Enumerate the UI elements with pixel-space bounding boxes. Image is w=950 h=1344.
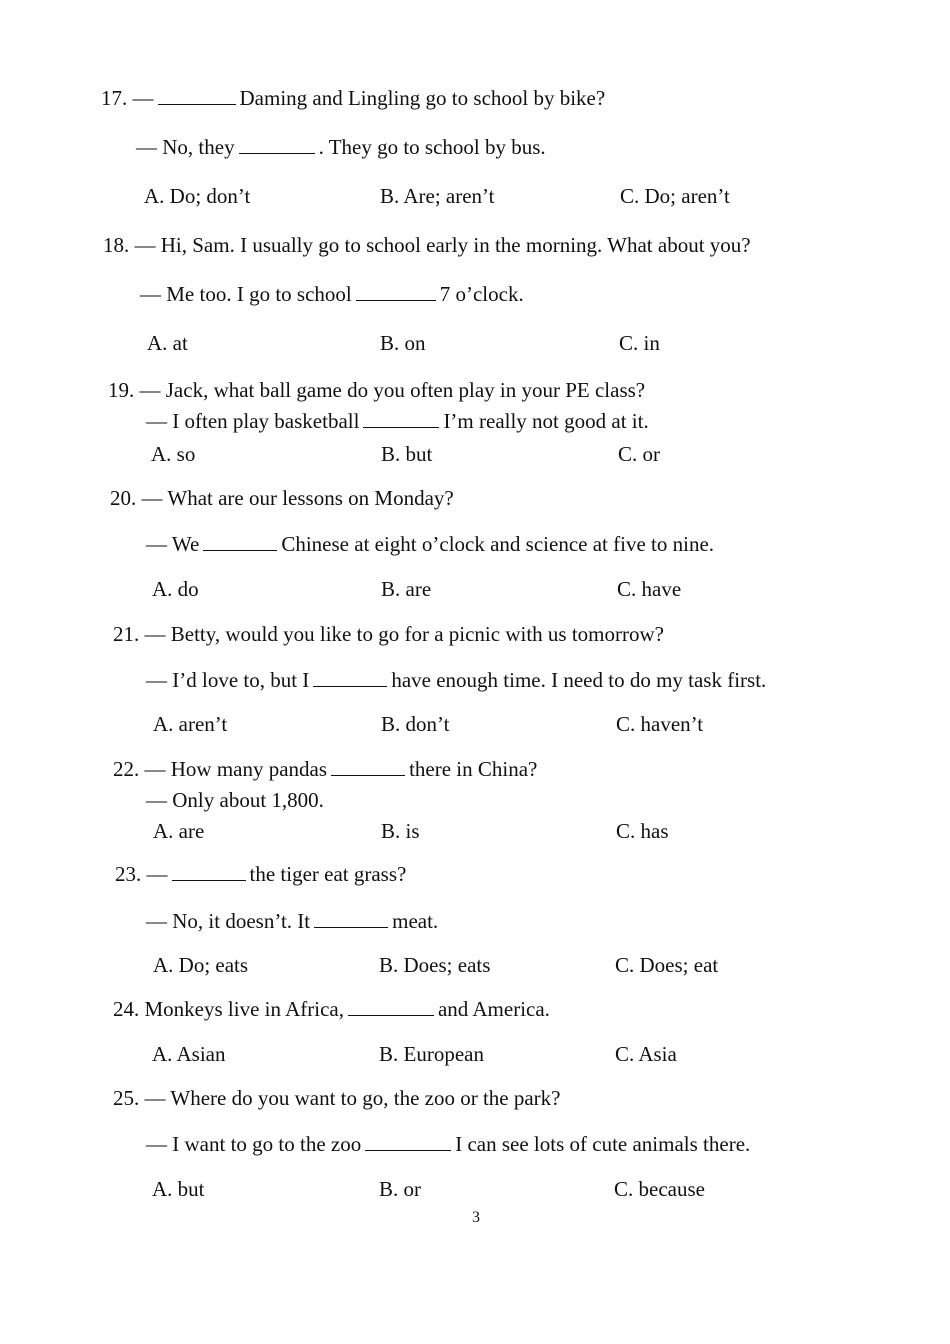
- question-text: — I’d love to, but I: [146, 668, 310, 692]
- answer-blank[interactable]: [363, 411, 439, 428]
- question-text: — We: [146, 532, 200, 556]
- option-b[interactable]: B. on: [380, 331, 426, 355]
- option-a[interactable]: A. so: [151, 442, 196, 466]
- question-text: — No, they: [136, 135, 235, 159]
- question-number: 17.: [101, 86, 128, 110]
- question-text: 7 o’clock.: [439, 282, 524, 306]
- option-a[interactable]: A. aren’t: [153, 712, 228, 736]
- answer-blank[interactable]: [314, 911, 388, 928]
- option-c[interactable]: C. have: [617, 577, 682, 601]
- question-19-line-1: [108, 378, 645, 402]
- question-text: — What are our lessons on Monday?: [141, 486, 454, 510]
- option-b[interactable]: B. European: [379, 1042, 484, 1066]
- question-text: Chinese at eight o’clock and science at five to nine.: [281, 532, 715, 556]
- option-b[interactable]: B. Are; aren’t: [380, 184, 495, 208]
- question-text: — Me too. I go to school: [140, 282, 352, 306]
- question-text: there in China?: [409, 757, 538, 781]
- question-text: I can see lots of cute animals there.: [455, 1132, 751, 1156]
- question-20-line-1: [110, 486, 454, 510]
- option-b[interactable]: B. are: [381, 577, 432, 601]
- page-number: 3: [472, 1209, 480, 1226]
- question-text: Daming and Lingling go to school by bike?: [239, 86, 606, 110]
- question-23-line-1: [115, 862, 406, 886]
- question-text: — Jack, what ball game do you often play in your PE class?: [139, 378, 646, 402]
- question-17-line-2: [136, 135, 546, 159]
- question-number: 19.: [108, 378, 135, 402]
- question-text: — Where do you want to go, the zoo or the park?: [144, 1086, 561, 1110]
- question-22-line-1: [113, 757, 537, 781]
- option-c[interactable]: C. because: [614, 1177, 705, 1201]
- option-b[interactable]: B. but: [381, 442, 433, 466]
- question-18-line-2: [140, 282, 524, 306]
- answer-blank[interactable]: [356, 284, 436, 301]
- question-text: I’m really not good at it.: [443, 409, 649, 433]
- answer-blank[interactable]: [172, 864, 246, 881]
- question-text: — No, it doesn’t. It: [146, 909, 311, 933]
- question-number: 18.: [103, 233, 130, 257]
- question-text: —: [132, 86, 154, 110]
- option-b[interactable]: B. is: [381, 819, 420, 843]
- question-19-line-2: [146, 409, 649, 433]
- question-21-line-1: [113, 622, 664, 646]
- answer-blank[interactable]: [331, 759, 405, 776]
- question-23-line-2: [146, 909, 438, 933]
- option-c[interactable]: C. in: [619, 331, 660, 355]
- question-number: 25.: [113, 1086, 140, 1110]
- question-24-line-1: [113, 997, 550, 1021]
- option-a[interactable]: A. Do; eats: [153, 953, 249, 977]
- option-b[interactable]: B. Does; eats: [379, 953, 491, 977]
- question-text: and America.: [437, 997, 550, 1021]
- question-number: 20.: [110, 486, 137, 510]
- question-text: . They go to school by bus.: [318, 135, 546, 159]
- answer-blank[interactable]: [203, 534, 277, 551]
- option-c[interactable]: C. haven’t: [616, 712, 704, 736]
- option-c[interactable]: C. or: [618, 442, 660, 466]
- option-c[interactable]: C. Asia: [615, 1042, 677, 1066]
- question-text: have enough time. I need to do my task first.: [391, 668, 767, 692]
- question-text: meat.: [392, 909, 439, 933]
- question-17-line-1: [101, 86, 605, 110]
- option-b[interactable]: B. don’t: [381, 712, 450, 736]
- answer-blank[interactable]: [348, 999, 434, 1016]
- question-text: —: [146, 862, 168, 886]
- option-c[interactable]: C. Does; eat: [615, 953, 719, 977]
- option-a[interactable]: A. are: [153, 819, 205, 843]
- question-number: 23.: [115, 862, 142, 886]
- question-text: — I want to go to the zoo: [146, 1132, 362, 1156]
- option-c[interactable]: C. has: [616, 819, 669, 843]
- question-text: — Only about 1,800.: [146, 788, 324, 812]
- question-text: Monkeys live in Africa,: [144, 997, 344, 1021]
- option-a[interactable]: A. Do; don’t: [144, 184, 251, 208]
- answer-blank[interactable]: [239, 137, 315, 154]
- question-text: — Betty, would you like to go for a picnic with us tomorrow?: [144, 622, 664, 646]
- question-18-line-1: [103, 233, 751, 257]
- question-21-line-2: [146, 668, 766, 692]
- question-25-line-2: [146, 1132, 750, 1156]
- option-a[interactable]: A. but: [152, 1177, 205, 1201]
- question-number: 22.: [113, 757, 140, 781]
- question-text: — How many pandas: [144, 757, 328, 781]
- question-number: 24.: [113, 997, 140, 1021]
- question-25-line-1: [113, 1086, 561, 1110]
- answer-blank[interactable]: [158, 88, 236, 105]
- question-text: — I often play basketball: [146, 409, 360, 433]
- option-c[interactable]: C. Do; aren’t: [620, 184, 730, 208]
- question-20-line-2: [146, 532, 714, 556]
- option-a[interactable]: A. do: [152, 577, 199, 601]
- question-text: — Hi, Sam. I usually go to school early in the morning. What about you?: [134, 233, 751, 257]
- question-number: 21.: [113, 622, 140, 646]
- option-b[interactable]: B. or: [379, 1177, 421, 1201]
- answer-blank[interactable]: [365, 1134, 451, 1151]
- question-22-line-2: [146, 788, 324, 812]
- option-a[interactable]: A. Asian: [152, 1042, 226, 1066]
- option-a[interactable]: A. at: [147, 331, 188, 355]
- question-text: the tiger eat grass?: [249, 862, 407, 886]
- answer-blank[interactable]: [313, 670, 387, 687]
